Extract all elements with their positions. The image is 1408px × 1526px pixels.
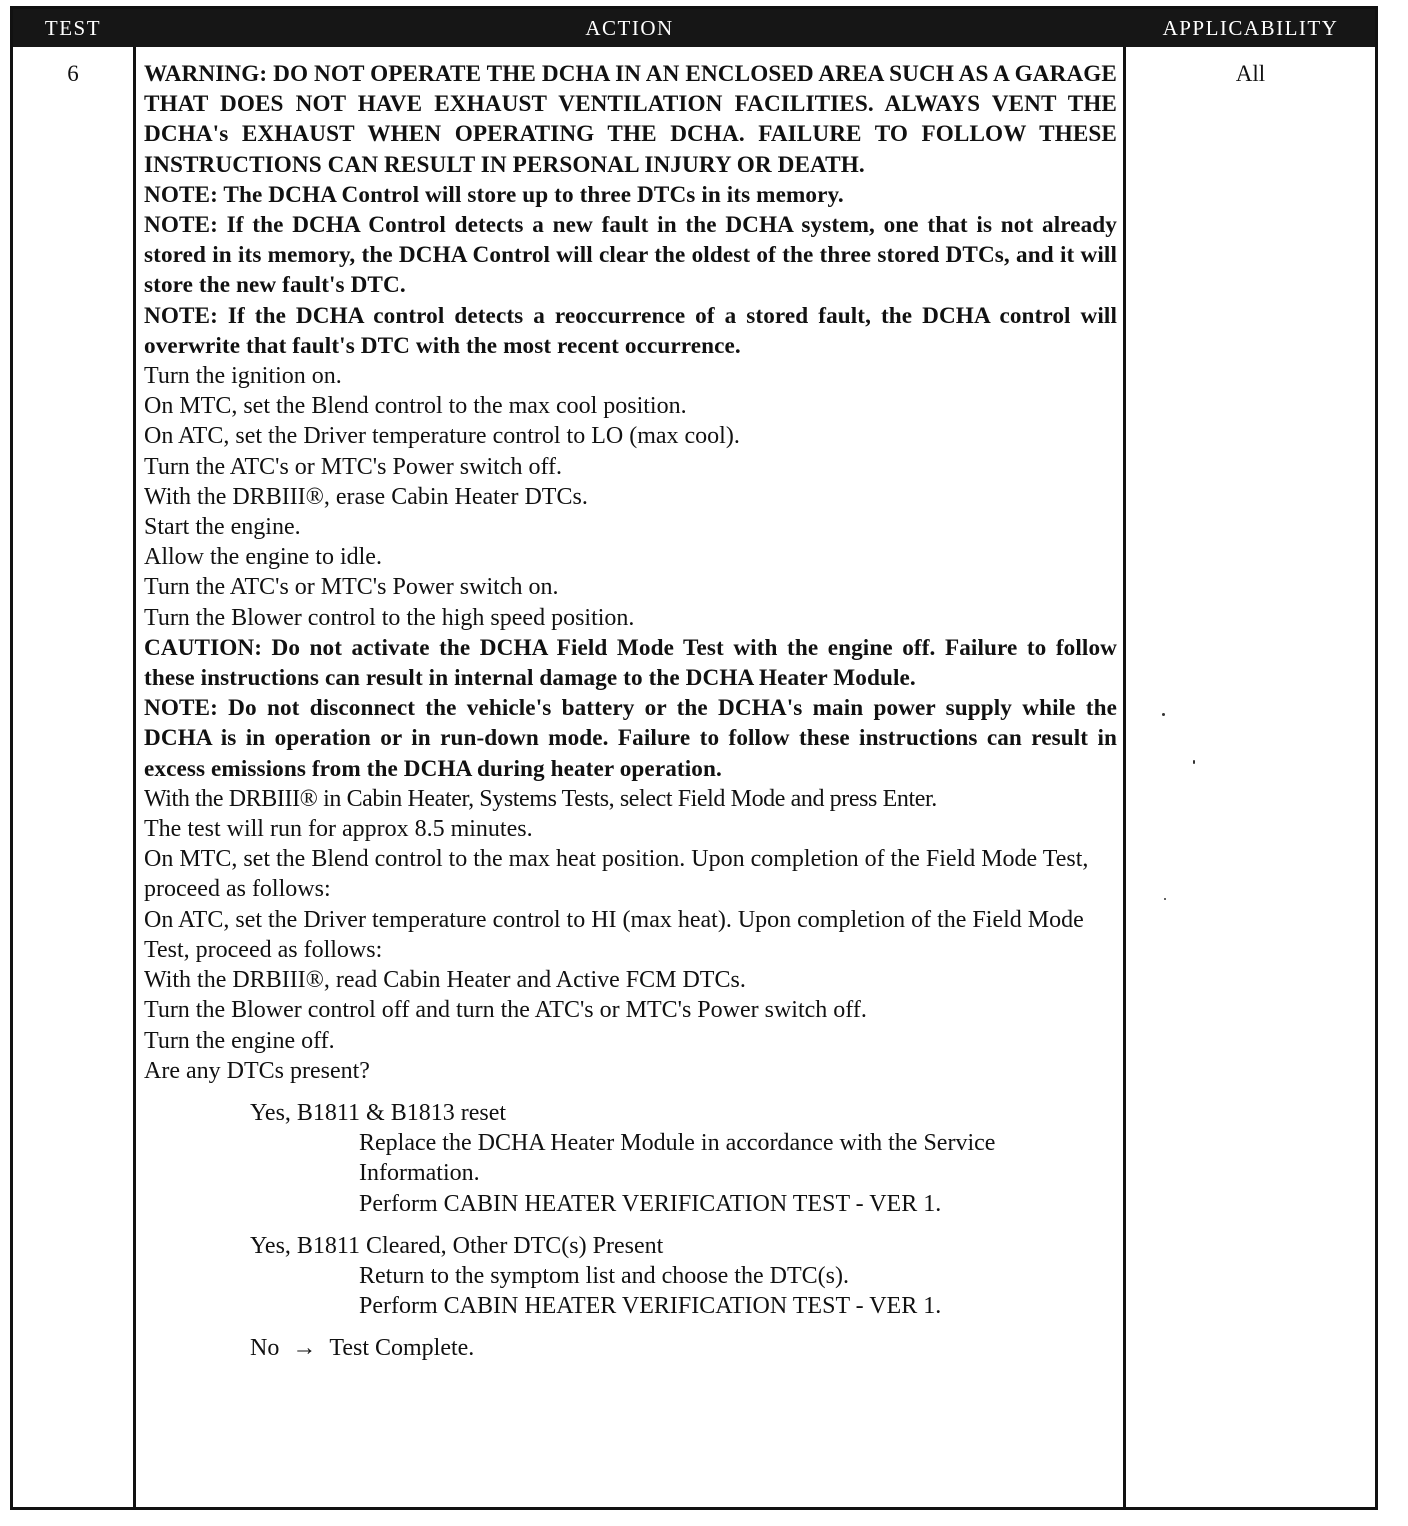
step-text: On ATC, set the Driver temperature control to LO (max cool). — [144, 423, 740, 450]
header-test: TEST — [44, 16, 102, 40]
branch-condition: No — [250, 1335, 280, 1362]
table-header — [13, 9, 1375, 47]
step-text: With the DRBIII®, read Cabin Heater and Active FCM DTCs. — [144, 967, 746, 994]
scan-speck — [1162, 713, 1165, 716]
step-text: Allow the engine to idle. — [144, 544, 382, 571]
branch-no — [144, 1333, 1117, 1363]
step-text: Turn the engine off. — [144, 1027, 335, 1054]
step-text: Turn the ATC's or MTC's Power switch off. — [144, 453, 563, 480]
note-text: NOTE: The DCHA Control will store up to three DTCs in its memory. — [144, 181, 844, 208]
test-number: 6 — [67, 61, 79, 86]
step-text: With the DRBIII®, erase Cabin Heater DTCs. — [144, 483, 588, 510]
branch-action: Perform CABIN HEATER VERIFICATION TEST - VER 1. — [359, 1190, 942, 1217]
note-text: NOTE: If the DCHA Control detects a new fault in the DCHA system, one that is not already stored in its memory, the DCHA Control will clear the oldest of the three stored DTCs, and it will store the new fault's DTC. — [144, 212, 1117, 299]
branch-action: Return to the symptom list and choose the DTC(s). — [359, 1262, 849, 1289]
header-applicability: APPLICABILITY — [1162, 16, 1339, 40]
step-text: With the DRBIII® in Cabin Heater, Systems Tests, select Field Mode and press Enter. — [144, 785, 937, 812]
note-text: NOTE: Do not disconnect the vehicle's battery or the DCHA's main power supply while the DCHA is in operation or in run-down mode. Failure to follow these instructions can result in excess emissions from the DCHA during heater operation. — [144, 695, 1117, 782]
test-table — [10, 6, 1378, 1510]
column-divider-right — [1123, 47, 1126, 1507]
branch-condition: Yes, B1811 & B1813 reset — [250, 1099, 507, 1126]
arrow-right-icon: → — [292, 1335, 317, 1362]
action-cell — [144, 59, 1117, 1364]
branch-condition: Yes, B1811 Cleared, Other DTC(s) Present — [250, 1232, 664, 1259]
step-text: Turn the Blower control to the high speed position. — [144, 604, 635, 631]
header-action: ACTION — [585, 16, 674, 40]
note-text: NOTE: If the DCHA control detects a reoccurrence of a stored fault, the DCHA control will overwrite that fault's DTC with the most recent occurrence. — [144, 302, 1117, 359]
scan-speck — [1164, 898, 1166, 900]
warning-text: WARNING: DO NOT OPERATE THE DCHA IN AN ENCLOSED AREA SUCH AS A GARAGE THAT DOES NOT HAVE EXHAUST VENTILATION FACILITIES. ALWAYS VENT THE DCHA's EXHAUST WHEN OPERATING THE DCHA. FAILURE TO FOLLOW THESE INSTRUCTIONS CAN RESULT IN PERSONAL INJURY OR DEATH. — [144, 61, 1117, 178]
branch-action: Replace the DCHA Heater Module in accordance with the Service Information. — [359, 1130, 996, 1187]
step-text: Turn the ATC's or MTC's Power switch on. — [144, 574, 559, 601]
branch-result: Test Complete. — [329, 1335, 475, 1362]
scan-speck — [1193, 760, 1195, 764]
step-text: On ATC, set the Driver temperature control to HI (max heat). Upon completion of the Field Mode Test, proceed as follows: — [144, 906, 1084, 963]
step-text: Turn the ignition on. — [144, 363, 342, 390]
column-divider-left — [133, 47, 136, 1507]
step-text: Are any DTCs present? — [144, 1057, 370, 1084]
applicability-value: All — [1235, 61, 1266, 86]
step-text: On MTC, set the Blend control to the max heat position. Upon completion of the Field Mode Test, proceed as follows: — [144, 846, 1089, 903]
step-text: On MTC, set the Blend control to the max cool position. — [144, 393, 687, 420]
step-text: Turn the Blower control off and turn the ATC's or MTC's Power switch off. — [144, 997, 867, 1024]
step-text: The test will run for approx 8.5 minutes. — [144, 816, 533, 843]
branch-yes-other — [144, 1231, 1117, 1322]
step-text: Start the engine. — [144, 514, 301, 541]
branch-action: Perform CABIN HEATER VERIFICATION TEST - VER 1. — [359, 1293, 942, 1320]
caution-text: CAUTION: Do not activate the DCHA Field Mode Test with the engine off. Failure to follow these instructions can result in internal damage to the DCHA Heater Module. — [144, 634, 1117, 692]
branch-yes-reset — [144, 1098, 1117, 1219]
